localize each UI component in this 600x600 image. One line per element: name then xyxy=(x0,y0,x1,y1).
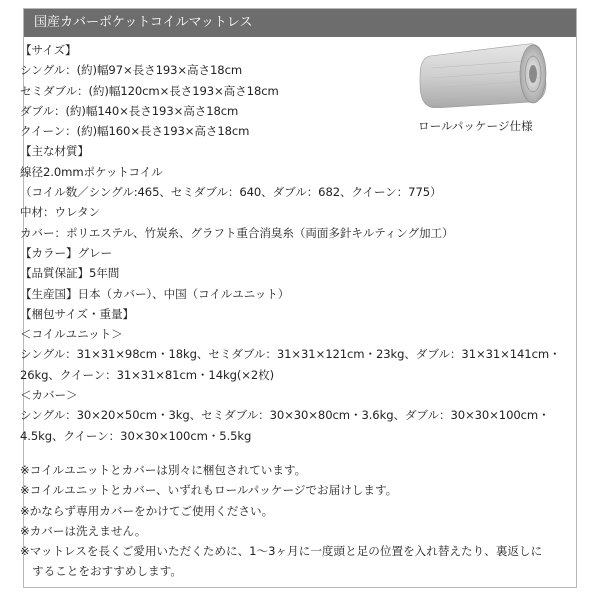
notes-list xyxy=(20,460,543,582)
note-line: することをおすすめします。 xyxy=(32,564,182,579)
spec-line: シングル：31×31×98cm・18kg、セミダブル：31×31×121cm・23kg、ダブル：31×31×141cm・ xyxy=(20,347,561,362)
spec-line: 【生産国】日本（カバー）、中国（コイルユニット） xyxy=(20,286,290,301)
spec-line: 26kg、クイーン：31×31×81cm・14kg(×2枚) xyxy=(20,367,275,382)
spec-line: 4.5kg、クイーン：30×30×100cm・5.5kg xyxy=(20,428,252,443)
spec-line: 【カラー】グレー xyxy=(20,245,112,260)
image-caption: ロールパッケージ仕様 xyxy=(418,119,533,133)
spec-line: 線径2.0mmポケットコイル xyxy=(20,164,163,179)
spec-line: 【サイズ】 xyxy=(20,43,77,57)
spec-line: 中材：ウレタン xyxy=(20,205,100,220)
spec-line: セミダブル：(約)幅120cm×長さ193×高さ18cm xyxy=(20,83,279,98)
rolled-mattress-icon xyxy=(410,38,550,108)
spec-line: シングル：(約)幅97×長さ193×高さ18cm xyxy=(20,63,243,78)
note-line: ※マットレスを長くご愛用いただくために、1～3ヶ月に一度頭と足の位置を入れ替えたり、裏返しに xyxy=(20,544,543,559)
spec-line: クイーン：(約)幅160×長さ193×高さ18cm xyxy=(20,124,250,139)
panel-title: 国産カバーポケットコイルマットレス xyxy=(24,9,576,37)
note-line: ※コイルユニットとカバーは別々に梱包されています。 xyxy=(20,463,307,477)
spec-line: カバー：ポリエステル、竹炭糸、グラフト重合消臭糸（両面多針キルティング加工） xyxy=(20,225,454,240)
spec-line: （コイル数／シングル:465、セミダブル：640、ダブル：682、クイーン：775） xyxy=(20,185,442,200)
note-line: ※コイルユニットとカバー、いずれもロールパッケージでお届けします。 xyxy=(20,483,398,498)
spec-line: シングル：30×20×50cm・3kg、セミダブル：30×30×80cm・3.6kg、ダブル：30×30×100cm・ xyxy=(20,408,550,423)
spec-line: ダブル：(約)幅140×長さ193×高さ18cm xyxy=(20,103,239,118)
spec-line: ＜コイルユニット＞ xyxy=(20,327,123,342)
note-line: ※カバーは洗えません。 xyxy=(20,523,147,538)
spec-line: 【梱包サイズ・重量】 xyxy=(20,306,135,321)
spec-line: 【品質保証】5年間 xyxy=(20,266,120,281)
spec-line: 【主な材質】 xyxy=(20,144,89,159)
note-line: ※かならず専用カバーをかけてご使用ください。 xyxy=(20,503,274,518)
spec-line: ＜カバー＞ xyxy=(20,388,78,403)
